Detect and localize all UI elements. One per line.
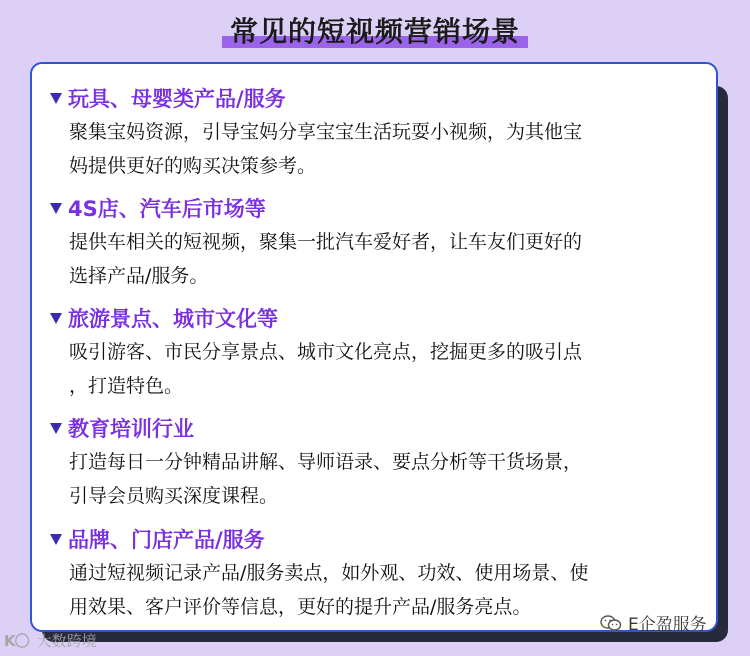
watermark-logo: K〇: [4, 632, 29, 650]
triangle-down-icon: [50, 534, 62, 545]
section-heading-text: 教育培训行业: [68, 417, 194, 441]
watermark-right-text: E企盈服务: [628, 615, 707, 635]
section-heading: [48, 192, 708, 224]
section-body-line: 吸引游客、市民分享景点、城市文化亮点，挖掘更多的吸引点: [69, 341, 583, 363]
page-title: [222, 14, 528, 50]
section-auto: [48, 192, 708, 293]
section-body-line: 打造每日一分钟精品讲解、导师语录、要点分析等干货场景，: [69, 451, 583, 473]
section-body: [48, 445, 708, 513]
watermark-left: [4, 630, 97, 651]
section-heading-text: 品牌、门店产品/服务: [68, 528, 265, 552]
section-heading: [48, 412, 708, 444]
watermark-right: [600, 610, 707, 635]
section-body-line: 用效果、客户评价等信息，更好的提升产品/服务亮点。: [69, 596, 532, 618]
section-body-line: 提供车相关的短视频，聚集一批汽车爱好者，让车友们更好的: [69, 231, 583, 253]
section-body: [48, 225, 708, 293]
section-body-line: ，打造特色。: [69, 375, 184, 397]
wechat-icon: [600, 615, 622, 631]
triangle-down-icon: [50, 313, 62, 324]
section-body-line: 引导会员购买深度课程。: [69, 485, 279, 507]
section-heading: [48, 82, 708, 114]
content-card: [30, 62, 718, 632]
page-title-text: 常见的短视频营销场景: [229, 15, 520, 48]
section-body-line: 选择产品/服务。: [69, 265, 209, 287]
section-heading: [48, 302, 708, 334]
section-body-line: 聚集宝妈资源，引导宝妈分享宝宝生活玩耍小视频，为其他宝: [69, 121, 583, 143]
section-body-line: 通过短视频记录产品/服务卖点，如外观、功效、使用场景、使: [69, 562, 589, 584]
triangle-down-icon: [50, 203, 62, 214]
section-body-line: 妈提供更好的购买决策参考。: [69, 155, 317, 177]
section-toys-maternity: [48, 82, 708, 183]
triangle-down-icon: [50, 423, 62, 434]
section-brand-store: [48, 523, 708, 624]
section-body: [48, 115, 708, 183]
triangle-down-icon: [50, 93, 62, 104]
section-heading-text: 旅游景点、城市文化等: [68, 307, 278, 331]
section-body: [48, 335, 708, 403]
section-heading-text: 玩具、母婴类产品/服务: [68, 87, 286, 111]
title-area: [0, 14, 750, 50]
section-heading-text: 4S店、汽车后市场等: [68, 197, 266, 221]
section-tourism: [48, 302, 708, 403]
section-education: [48, 412, 708, 513]
section-heading: [48, 523, 708, 555]
watermark-left-text: 大数跨境: [36, 632, 97, 650]
